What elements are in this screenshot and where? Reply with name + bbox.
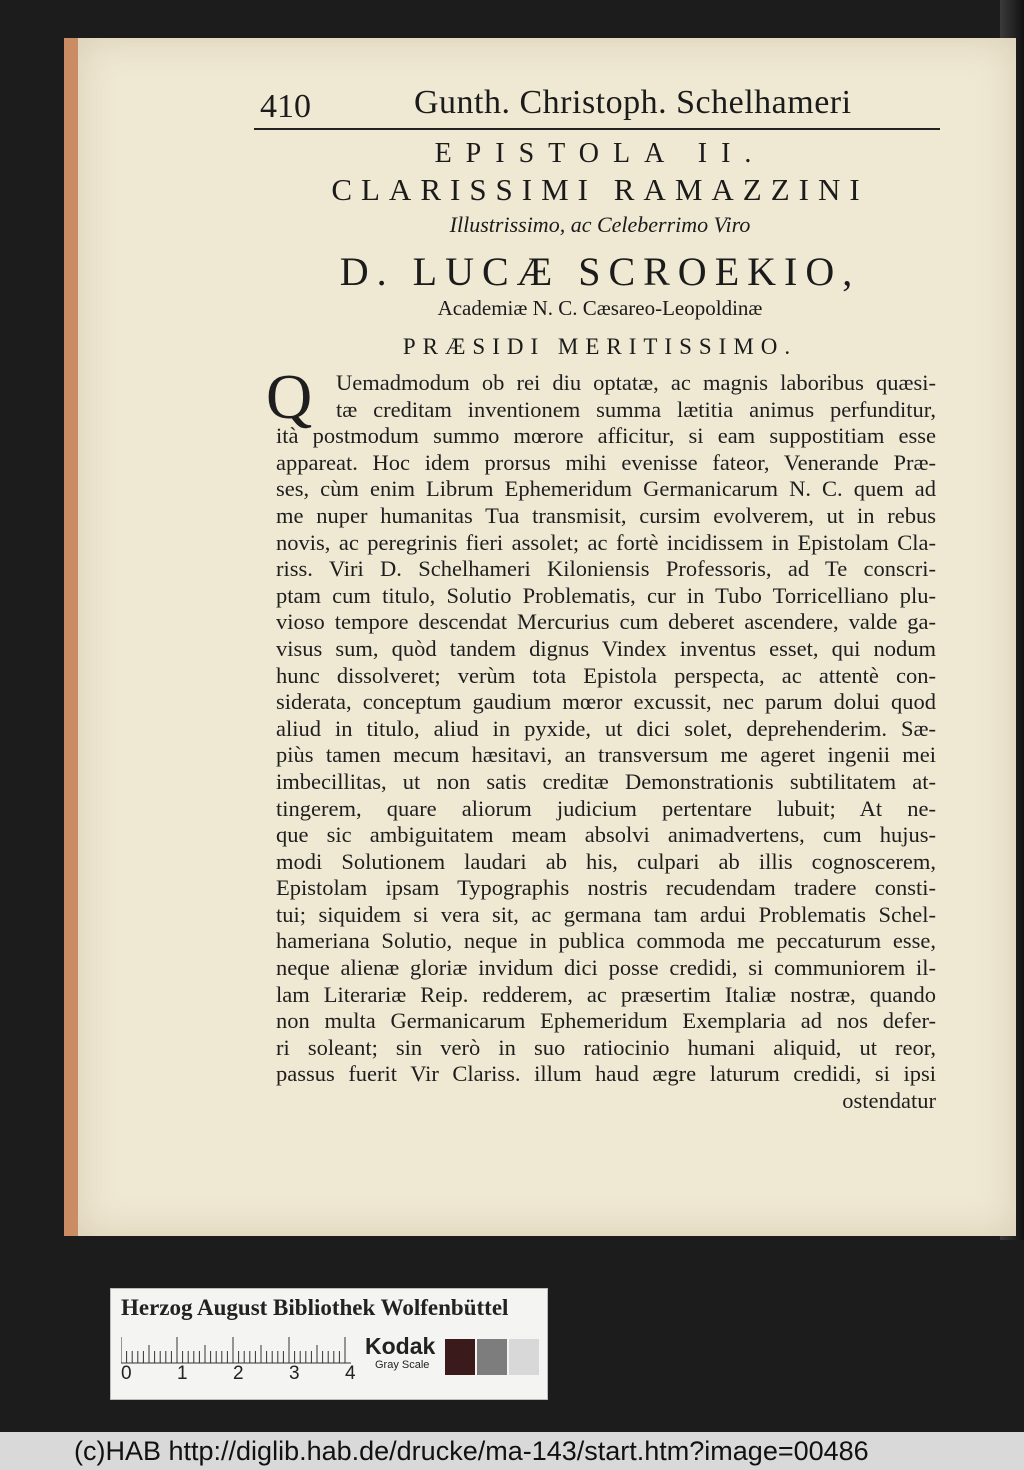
library-name: Herzog August Bibliothek Wolfenbüttel: [121, 1295, 509, 1320]
drop-cap: Q: [266, 361, 313, 432]
body-line: ità postmodum summo mœrore afficitur, si eam suppostitiam esse: [276, 423, 936, 449]
body-line: hameriana Solutio, neque in publica commoda me peccaturum esse,: [276, 928, 936, 954]
page-number: 410: [260, 88, 311, 125]
body-line: novis, ac peregrinis fieri assolet; ac fortè incidissem in Epistolam Cla-: [276, 529, 936, 555]
catchword: ostendatur: [842, 1088, 936, 1114]
ruler-label: 2: [233, 1363, 244, 1384]
ruler-label: 4: [345, 1363, 356, 1384]
footer-bar: [0, 1432, 1024, 1470]
swatch-light-gray: [509, 1339, 539, 1375]
body-lines: [276, 370, 936, 1088]
swatch-gray: [477, 1339, 507, 1375]
body-line: ses, cùm enim Librum Ephemeridum Germanicarum N. C. quem ad: [276, 476, 936, 502]
gray-scale-label: Gray Scale: [375, 1359, 430, 1371]
scale-ruler: [121, 1335, 357, 1365]
body-line: me nuper humanitas Tua transmisit, cursim evolverem, ut in rebus: [276, 502, 936, 528]
ruler-label: 3: [289, 1363, 300, 1384]
ruler-label: 0: [121, 1363, 132, 1384]
body-line: imbecillitas, ut non satis creditæ Demonstrationis subtilitatem at-: [276, 768, 936, 794]
swatch-dark-red: [445, 1339, 475, 1375]
heading-epistola: EPISTOLA II.: [434, 138, 766, 169]
body-line: appareat. Hoc idem prorsus mihi evenisse fateor, Venerande Præ-: [276, 449, 936, 475]
body-line: aliud in titulo, aliud in pyxide, ut dici solet, deprehenderim. Sæ-: [276, 715, 936, 741]
heading-praesidi: PRÆSIDI MERITISSIMO.: [402, 334, 798, 359]
body-line: siderata, conceptum gaudium mœror excussit, nec parum dolui quod: [276, 689, 936, 715]
body-line: neque alienæ gloriæ invidum dici posse credidi, si communiorem il-: [276, 955, 936, 981]
heading-clarissimi: CLARISSIMI RAMAZZINI: [331, 172, 869, 207]
running-head: [254, 80, 940, 130]
body-line: non multa Germanicarum Ephemeridum Exemplaria ad nos defer-: [276, 1008, 936, 1034]
body-line: vioso tempore descendat Mercurius cum deberet ascendere, valde ga-: [276, 609, 936, 635]
running-title: Gunth. Christoph. Schelhameri: [414, 84, 852, 121]
body-line: Epistolam ipsam Typographis nostris recudendam tradere consti-: [276, 875, 936, 901]
copyright-url: (c)HAB http://diglib.hab.de/drucke/ma-143/start.htm?image=00486: [74, 1436, 869, 1466]
body-line: tæ creditam inventionem summa lætitia animus perfunditur,: [336, 396, 936, 422]
body-line: ri soleant; sin verò in suo ratiocinio humani aliquid, ut reor,: [276, 1034, 936, 1060]
body-line: tui; siquidem si vera sit, ac germana tam ardui Problematis Schel-: [276, 901, 936, 927]
body-line: riss. Viri D. Schelhameri Kiloniensis Professoris, ad Te conscri-: [276, 556, 936, 582]
heading-academiae: Academiæ N. C. Cæsareo-Leopoldinæ: [437, 296, 763, 320]
ruler-label: 1: [177, 1363, 188, 1384]
body-line: Uemadmodum ob rei diu optatæ, ac magnis laboribus quæsi-: [336, 370, 936, 395]
kodak-logo: Kodak: [365, 1333, 436, 1359]
letter-body: [266, 361, 936, 1115]
body-line: tingerem, quare aliorum judicium pertentare lubuit; At ne-: [276, 795, 936, 821]
body-line: hunc dissolveret; verùm tota Epistola perspecta, ac attentè con-: [276, 662, 936, 688]
ruler-labels: [121, 1363, 361, 1389]
heading-illustrissimo: Illustrissimo, ac Celeberrimo Viro: [449, 212, 751, 237]
body-line: passus fuerit Vir Clariss. illum haud ægre laturum credidi, si ipsi: [276, 1061, 936, 1087]
body-line: visus sum, quòd tandem dignus Vindex inventus esset, qui nodum: [276, 635, 936, 661]
body-line: piùs tamen mecum hæsitavi, an transversum me ageret ingenii mei: [276, 742, 936, 768]
body-line: modi Solutionem laudari ab his, culpari ab illis cognoscerem,: [276, 848, 936, 874]
body-line: ptam cum titulo, Solutio Problematis, cur in Tubo Torricelliano plu-: [276, 582, 936, 608]
library-color-card: [110, 1288, 548, 1400]
heading-lucae: D. LUCÆ SCROEKIO,: [339, 249, 861, 294]
body-line: lam Literariæ Reip. redderem, ac præsertim Italiæ nostræ, quando: [276, 981, 936, 1007]
body-line: que sic ambiguitatem meam absolvi animadvertens, cum hujus-: [276, 822, 936, 848]
